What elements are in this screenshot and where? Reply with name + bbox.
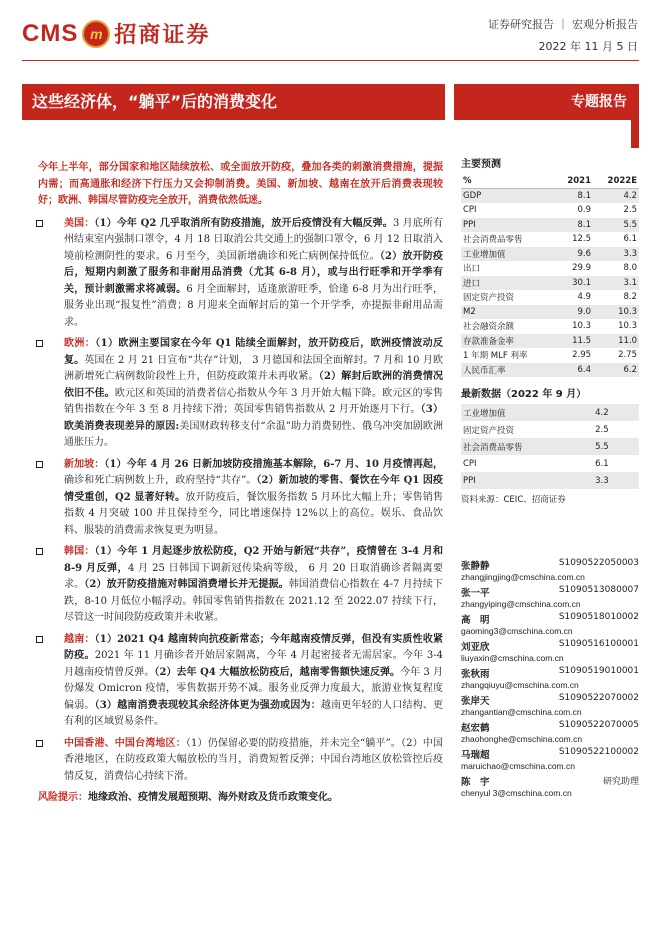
- table-header-cell: 2021: [555, 174, 593, 189]
- section-text: 今年 3 月份爆发 Omicron 疫情，零售数据开势不减。服务业反弹力度最大，旅游业恢复程度偏弱。: [64, 666, 444, 711]
- table-cell: 出口: [463, 264, 481, 275]
- table-row: [461, 319, 639, 334]
- forecast-table: [461, 174, 639, 377]
- section-bold: （1）今年 Q2 几乎取消所有防疫措施，放开后疫情没有大幅反弹。: [94, 217, 393, 229]
- section-us: [38, 216, 443, 332]
- analyst-cert: S1090522100002: [558, 747, 639, 757]
- analyst-email[interactable]: liuyaxin@cmschina.com.cn: [461, 653, 564, 663]
- section-text: 4 月 25 日韩国下调新冠传染病等级， 6 月 20 日取消确诊者隔离要求。: [64, 562, 443, 590]
- table-row: [461, 334, 639, 349]
- table-row: [461, 290, 639, 305]
- section-hk-tw: [38, 736, 443, 786]
- table-cell: 8.1: [555, 189, 593, 204]
- table-row: [461, 421, 639, 438]
- section-europe: [38, 336, 443, 452]
- section-head: 韩国：: [64, 546, 95, 557]
- analyst-entry: [461, 612, 639, 636]
- section-head: 美国：: [64, 217, 95, 229]
- section-bold: （2）新加坡的零售、餐饮在今年 Q1 因疫情受重创，Q2 显著好转。: [64, 475, 443, 503]
- table-row: [461, 276, 639, 291]
- bullet-square-icon: [36, 740, 43, 747]
- analyst-entry: [461, 720, 639, 744]
- analyst-entry: [461, 693, 639, 717]
- table-cell: 工业增加值: [461, 247, 555, 262]
- analyst-entry: [461, 666, 639, 690]
- analyst-email[interactable]: zhangantian@cmschina.com.cn: [461, 707, 582, 717]
- table-cell: 10.3: [593, 305, 639, 320]
- latest-data-title: 最新数据（2022 年 9 月）: [461, 389, 587, 400]
- section-text: 美国财政转移支付“余温”助力消费韧性、俄乌冲突加剧欧洲通胀压力。: [64, 420, 443, 448]
- table-cell: CPI: [463, 458, 477, 469]
- table-cell: 6.1: [595, 458, 609, 469]
- table-cell: 社会消费品零售: [463, 235, 523, 246]
- logo-cms-text: CMS: [22, 19, 79, 47]
- analyst-email[interactable]: chenyul 3@cmschina.com.cn: [461, 788, 572, 798]
- table-cell: 4.2: [593, 189, 639, 204]
- analyst-cert: S1090516100001: [558, 639, 639, 649]
- latest-data-table: [461, 404, 639, 489]
- sidebar: [461, 155, 639, 505]
- company-logo: [22, 18, 210, 49]
- section-vietnam: [38, 632, 443, 731]
- table-cell: 5.5: [575, 438, 639, 455]
- analyst-name: 张一平: [461, 588, 490, 599]
- section-head: 越南：: [64, 633, 95, 645]
- analyst-name: 张静静: [461, 561, 490, 572]
- data-source: 资料来源：CEIC、招商证券: [461, 495, 566, 505]
- analyst-email[interactable]: zhaohonghe@cmschina.com.cn: [461, 734, 583, 744]
- section-bold: （1）欧洲主要国家在今年 Q1 陆续全面解封，放开防疫后，欧洲疫情波动反复。: [64, 338, 443, 366]
- analyst-email[interactable]: zhangqiuyu@cmschina.com.cn: [461, 680, 579, 690]
- table-cell: 存款准备金率: [461, 334, 555, 349]
- analyst-cert: S1090519010001: [558, 666, 639, 676]
- analyst-name: 张岸天: [461, 696, 490, 707]
- table-row: [461, 189, 639, 204]
- analyst-name: 陈 宇: [461, 777, 490, 788]
- analyst-cert: S1090522070005: [558, 720, 639, 730]
- table-cell: 2.5: [623, 205, 637, 216]
- section-bold: （2）放开防疫后，短期内刺激了服务和非耐用品消费（尤其 6-8 月），或与出行旺季和开学季有关，预计刺激需求将减弱。: [64, 250, 443, 295]
- analyst-cert: 研究助理: [602, 777, 639, 787]
- table-cell: 工业增加值: [461, 404, 575, 421]
- table-cell: 4.2: [575, 404, 639, 421]
- table-header-row: [461, 174, 639, 189]
- table-row: [461, 348, 639, 363]
- section-bold: （1）2021 Q4 越南转向抗疫新常态；今年越南疫情反弹，但没有实质性收紧防疫。: [64, 633, 444, 661]
- header-divider: [22, 60, 639, 61]
- risk-head: 风险提示：: [38, 792, 88, 803]
- risk-text: 地缘政治、疫情发展超预期、海外财政及货币政策变化。: [88, 792, 338, 803]
- table-cell: 10.3: [572, 321, 592, 332]
- analyst-entry: [461, 774, 639, 798]
- report-type: 证券研究报告 ｜ 宏观分析报告: [488, 18, 638, 31]
- table-cell: PPI: [461, 472, 575, 489]
- main-content: [38, 160, 443, 807]
- table-cell: 社会融资余额: [463, 322, 515, 333]
- analyst-cert: S1090513080007: [558, 585, 639, 595]
- table-cell: 30.1: [555, 276, 593, 291]
- table-cell: 固定资产投资: [463, 425, 515, 436]
- section-korea: [38, 544, 443, 627]
- table-cell: 9.6: [555, 247, 593, 262]
- analyst-email[interactable]: gaoming3@cmschina.com.cn: [461, 626, 573, 636]
- section-text: 6 月全面解封，适逢旅游旺季，恰逢 6-8 月为出行旺季，服务业出现“报复性”消费；8 月迎来全面解封后的第一个开学季，亦提振非耐用品需求。: [64, 283, 443, 328]
- table-cell: 9.0: [555, 305, 593, 320]
- table-cell: CPI: [463, 205, 477, 216]
- section-text: 放开防疫后，餐饮服务指数 5 月环比大幅上升；零售销售指数 4 月突破 100 并且保持至今，同比增速保持 12%以上的高位。娱乐、食品饮料、服装的消费需求恢复更为明显。: [64, 491, 443, 536]
- table-cell: 2.95: [572, 350, 592, 361]
- risk-warning: [38, 790, 443, 807]
- section-singapore: [38, 457, 443, 540]
- table-cell: 社会消费品零售: [461, 438, 575, 455]
- section-bold: （3）欧美消费表现差异的原因:: [64, 404, 443, 432]
- section-bold: （3）越南消费表现较其余经济体更为强劲或因为：: [94, 699, 321, 711]
- page-header: [0, 0, 661, 62]
- section-head: 中国香港、中国台湾地区：: [64, 737, 186, 749]
- table-row: [461, 438, 639, 455]
- section-text: 3 月底所有州结束室内强制口罩令，4 月 18 日取消公共交通上的强制口罩令，6 月 12 日取消入境前检测阴性的要求。6 月至今，美国新增确诊和死亡病例保持低位。: [64, 217, 444, 262]
- bullet-square-icon: [36, 636, 43, 643]
- table-row: [461, 203, 639, 218]
- table-header-cell: %: [461, 174, 555, 189]
- table-row: [461, 472, 639, 489]
- table-cell: 6.1: [623, 234, 637, 245]
- analyst-name: 刘亚欣: [461, 642, 490, 653]
- table-cell: 1 年期 MLF 利率: [463, 351, 528, 362]
- analyst-email[interactable]: maruichao@cmschina.com.cn: [461, 761, 575, 771]
- section-bold: （2）放开防疫措施对韩国消费增长并无提振。: [84, 579, 289, 590]
- logo-badge-icon: m: [82, 20, 110, 48]
- table-row: [461, 363, 639, 378]
- table-row: [461, 455, 639, 472]
- table-cell: 5.5: [593, 218, 639, 233]
- analyst-name: 马瑞超: [461, 750, 490, 761]
- table-cell: 2.75: [618, 350, 637, 361]
- analyst-email[interactable]: zhangjingjing@cmschina.com.cn: [461, 572, 585, 582]
- header-meta: [488, 16, 638, 54]
- analyst-cert: S1090522070002: [558, 693, 639, 703]
- analyst-cert: S1090522050003: [558, 558, 639, 568]
- report-date: 2022 年 11 月 5 日: [538, 40, 638, 53]
- table-cell: M2: [461, 305, 555, 320]
- analyst-name: 赵宏鹤: [461, 723, 490, 734]
- section-bold: （2）去年 Q4 大幅放松防疫后，越南零售额快速反弹。: [154, 666, 401, 678]
- bullet-square-icon: [36, 340, 43, 347]
- analyst-list: [461, 558, 639, 801]
- table-row: [461, 261, 639, 276]
- table-cell: 11.0: [593, 334, 639, 349]
- bullet-square-icon: [36, 220, 43, 227]
- section-text: （1）仍保留必要的防疫措施，并未完全“躺平”。（2）中国香港地区，在防疫政策大幅放松的当月，消费短暂反弹；中国台湾地区放松管控后疫情反复，消费信心持续下滑。: [64, 737, 444, 782]
- table-cell: 12.5: [572, 234, 592, 245]
- bullet-square-icon: [36, 548, 43, 555]
- table-cell: 29.9: [572, 263, 592, 274]
- table-cell: 3.3: [575, 472, 639, 489]
- table-cell: PPI: [461, 218, 555, 233]
- section-head: 欧洲：: [64, 338, 96, 349]
- table-cell: 人民币汇率: [461, 363, 555, 378]
- section-text: 2021 年 11 月确诊者开始居家隔离，今年 4 月起密接者无需居家。今年 3-4 月越南疫情曾反弹。: [64, 650, 443, 678]
- section-text: 英国在 2 月 21 日宣布“共存”计划， 3 月德国和法国全面解封。7 月和 10 月欧洲新增死亡病例数阶段性上升，但防疫政策并未再收紧。: [64, 354, 444, 382]
- analyst-entry: [461, 639, 639, 663]
- analyst-name: 高 明: [461, 615, 490, 626]
- table-row: [461, 305, 639, 320]
- table-cell: 11.5: [555, 334, 593, 349]
- table-cell: 进口: [461, 276, 555, 291]
- section-head: 新加坡：: [64, 458, 105, 470]
- summary-paragraph: 今年上半年，部分国家和地区陆续放松、或全面放开防疫，叠加各类的刺激消费措施，提振内需；而高通胀和经济下行压力又会抑制消费。美国、新加坡、越南在放开后消费表现较好；欧洲、韩国尽管防疫完全放开，消费依然低迷。: [38, 162, 443, 206]
- section-bold: （1）今年 4 月 26 日新加坡防疫措施基本解除，6-7 月、10 月疫情再起，: [104, 458, 444, 470]
- analyst-cert: S1090518010002: [558, 612, 639, 622]
- table-row: [461, 404, 639, 421]
- analyst-entry: [461, 558, 639, 582]
- table-cell: 6.2: [593, 363, 639, 378]
- analyst-email[interactable]: zhangyiping@cmschina.com.cn: [461, 599, 581, 609]
- section-text: 韩国消费信心指数在 4-7 月持续下跌，8-10 月低位小幅浮动。韩国零售销售指数在 2021.12 至 2022.07 持续下行，尽管这一时间段防疫政策并未收紧。: [64, 579, 443, 623]
- table-cell: 固定资产投资: [463, 293, 515, 304]
- table-cell: 0.9: [577, 205, 592, 216]
- section-text: 越南更年轻的人口结构、更有利的区域贸易条件。: [64, 699, 444, 727]
- report-title: 这些经济体，“躺平”后的消费变化: [22, 84, 445, 120]
- table-cell: 6.4: [555, 363, 593, 378]
- section-text: 确诊和死亡病例数上升，政府坚持“共存”。: [64, 475, 257, 486]
- table-header-cell: 2022E: [593, 174, 639, 189]
- table-cell: 2.5: [595, 424, 609, 435]
- table-cell: 3.3: [593, 247, 639, 262]
- table-row: [461, 218, 639, 233]
- table-cell: 10.3: [618, 321, 637, 332]
- table-cell: 4.9: [577, 292, 592, 303]
- logo-chinese-text: 招商证券: [114, 23, 211, 48]
- section-bold: （1）今年 1 月起逐步放松防疫，Q2 开始与新冠“共存”，疫情曾在 3-4 月和 8-9 月反弹，: [64, 546, 444, 574]
- table-cell: GDP: [461, 189, 555, 204]
- section-bold: （2）解封后欧洲的消费情况依旧不佳。: [64, 371, 444, 399]
- analyst-entry: [461, 747, 639, 771]
- table-row: [461, 232, 639, 247]
- analyst-name: 张秋雨: [461, 669, 490, 680]
- table-cell: 8.2: [623, 292, 637, 303]
- table-cell: 3.1: [593, 276, 639, 291]
- report-label: 专题报告: [454, 84, 639, 120]
- table-cell: 8.1: [555, 218, 593, 233]
- analyst-entry: [461, 585, 639, 609]
- table-cell: 8.0: [623, 263, 637, 274]
- forecast-title: 主要预测: [461, 159, 501, 170]
- bullet-square-icon: [36, 461, 43, 468]
- section-text: 欧元区和英国的消费者信心指数从今年 3 月开始大幅下降。欧元区的零售销售指数在今年 3 至 8 月持续下滑；英国零售销售指数从 2 月开始逐月下行。: [64, 387, 443, 415]
- table-row: [461, 247, 639, 262]
